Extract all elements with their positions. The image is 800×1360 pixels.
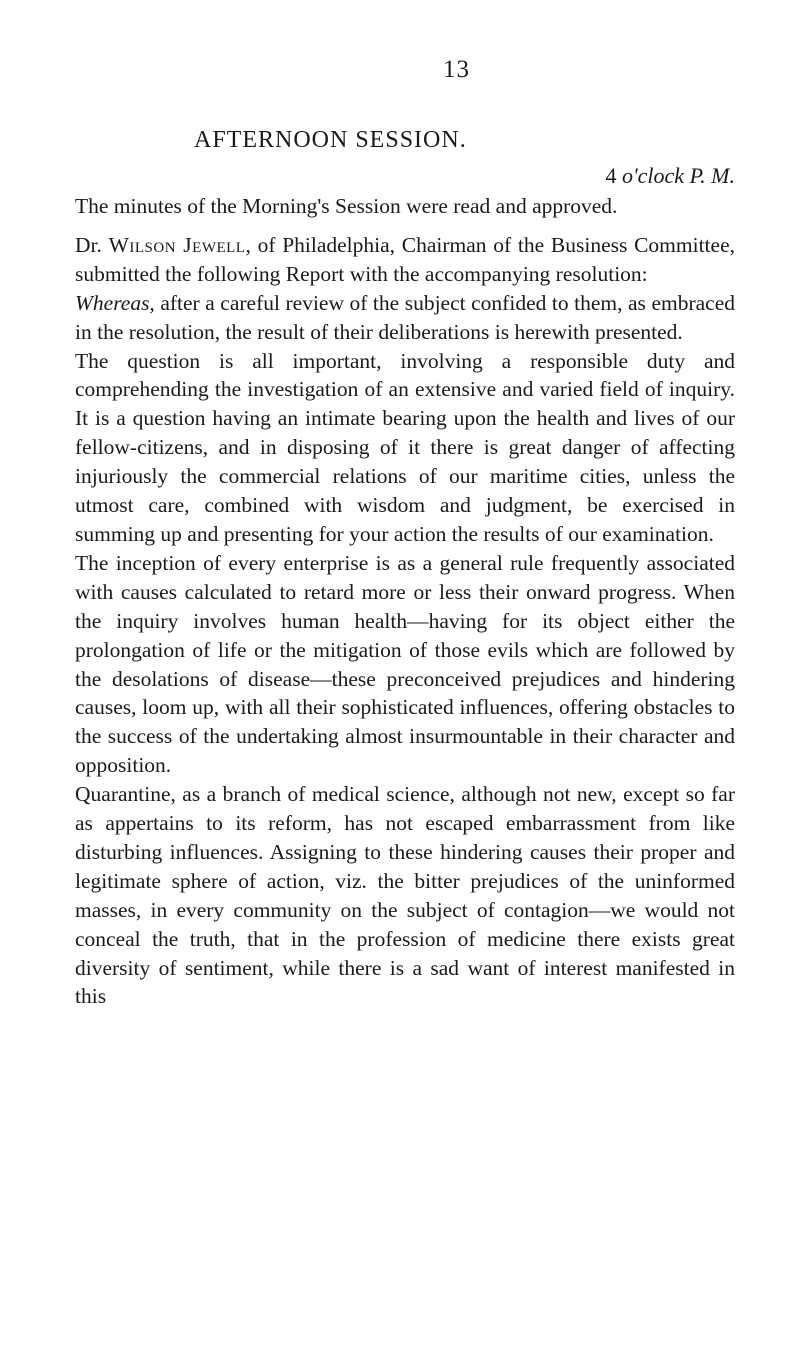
paragraph-minutes: The minutes of the Morning's Session were read and approved. [75, 194, 618, 218]
time-text: o'clock P. M. [621, 163, 735, 188]
paragraph-whereas [75, 289, 735, 347]
paragraph-quarantine: Quarantine, as a branch of medical science, although not new, except so far as appertains to its reform, has not escaped embarrassment from like disturbing influences. Assigning to these hindering causes their proper and legitimate sphere of action, viz. the bitter prejudices of the uninformed masses, in every community on the subject of contagion—we would not conceal the truth, that in the profession of medicine there exists great diversity of sentiment, while there is a sad want of interest manifested in this [75, 782, 735, 1009]
page-number: 13 [443, 56, 470, 83]
whereas-word: Whereas, [75, 290, 155, 315]
whereas-text: after a careful review of the subject confided to them, as embraced in the resolution, the result of their deliberations is herewith presented. [75, 290, 735, 344]
chairman-name: Wilson Jewell [108, 232, 246, 257]
paragraph-inception: The inception of every enterprise is as a general rule frequently associated with causes calculated to retard more or less their onward progress. When the inquiry involves human health—having for its object either the prolongation of life or the mitigation of those evils which are followed by the desolations of disease—these preconceived prejudices and hindering causes, loom up, with all their sophisticated influences, offering obstacles to the success of the undertaking almost insurmountable in their character and opposition. [75, 550, 735, 778]
session-time [605, 163, 735, 189]
paragraph-report-intro [75, 231, 735, 289]
report-intro-text: , of Philadelphia, Chairman of the Business Committee, submitted the following Report with the accompanying resolution: [75, 232, 735, 286]
body-text [75, 192, 735, 1011]
session-heading: AFTERNOON SESSION. [194, 127, 467, 153]
paragraph-question: The question is all important, involving a responsible duty and comprehending the investigation of an extensive and varied field of inquiry. It is a question having an intimate bearing upon the health and lives of our fellow-citizens, and in disposing of it there is great danger of affecting injuriously the commercial relations of our maritime cities, unless the utmost care, combined with wisdom and judgment, be exercised in summing up and presenting for your action the results of our examination. [75, 348, 735, 546]
title-prefix: Dr. [75, 232, 109, 257]
time-number: 4 [605, 163, 617, 188]
